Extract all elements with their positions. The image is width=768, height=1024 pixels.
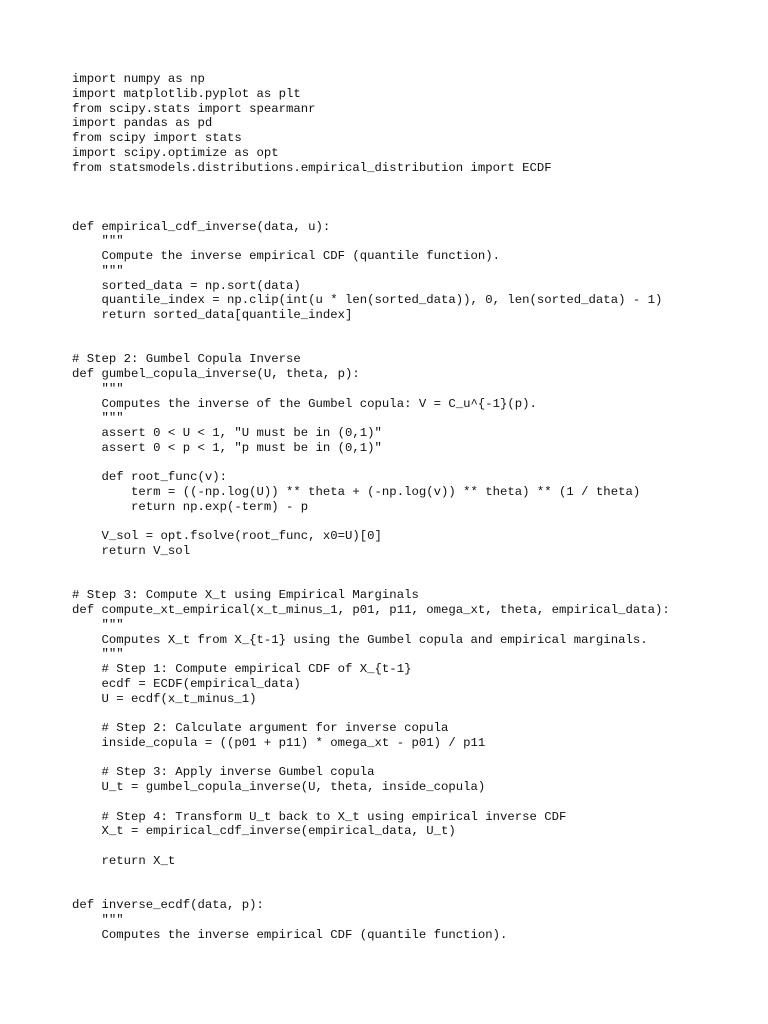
code-line: Computes X_t from X_{t-1} using the Gumbel copula and empirical marginals.: [72, 632, 648, 647]
code-line: Computes the inverse of the Gumbel copula: V = C_u^{-1}(p).: [72, 396, 537, 411]
code-line: """: [72, 381, 124, 396]
code-line: """: [72, 234, 124, 249]
code-line: [72, 456, 670, 471]
code-line: [72, 751, 670, 766]
code-line: import pandas as pd: [72, 116, 213, 131]
code-line: from scipy import stats: [72, 131, 242, 145]
code-line: """: [72, 263, 124, 278]
code-line: Computes the inverse empirical CDF (quantile function).: [72, 927, 508, 942]
code-line: [72, 795, 670, 810]
code-line: def gumbel_copula_inverse(U, theta, p):: [72, 367, 360, 381]
code-line: def root_func(v):: [72, 470, 227, 485]
code-line: # Step 1: Compute empirical CDF of X_{t-1}: [72, 662, 412, 676]
code-line: import matplotlib.pyplot as plt: [72, 86, 301, 101]
code-line: # Step 3: Compute X_t using Empirical Marginals: [72, 588, 419, 603]
code-line: return X_t: [72, 853, 176, 868]
code-line: assert 0 < p < 1, "p must be in (0,1)": [72, 440, 382, 455]
code-line: """: [72, 411, 124, 426]
code-line: inside_copula = ((p01 + p11) * omega_xt - p01) / p11: [72, 735, 486, 750]
code-line: [72, 323, 670, 338]
code-line: assert 0 < U < 1, "U must be in (0,1)": [72, 426, 382, 440]
code-line: def compute_xt_empirical(x_t_minus_1, p01, p11, omega_xt, theta, empirical_data):: [72, 603, 670, 617]
code-line: [72, 869, 670, 884]
code-line: from statsmodels.distributions.empirical_distribution import ECDF: [72, 160, 552, 175]
code-line: [72, 190, 670, 205]
code-line: # Step 2: Calculate argument for inverse copula: [72, 721, 449, 735]
code-line: [72, 559, 670, 574]
code-line: U_t = gumbel_copula_inverse(U, theta, inside_copula): [72, 780, 486, 794]
code-block: [72, 72, 670, 942]
code-line: X_t = empirical_cdf_inverse(empirical_data, U_t): [72, 824, 456, 839]
code-line: import scipy.optimize as opt: [72, 145, 279, 160]
code-line: ecdf = ECDF(empirical_data): [72, 676, 301, 691]
code-line: # Step 2: Gumbel Copula Inverse: [72, 352, 301, 367]
code-line: [72, 839, 670, 854]
code-line: sorted_data = np.sort(data): [72, 278, 301, 293]
code-line: def empirical_cdf_inverse(data, u):: [72, 219, 331, 234]
code-line: V_sol = opt.fsolve(root_func, x0=U)[0]: [72, 529, 382, 544]
code-line: U = ecdf(x_t_minus_1): [72, 691, 257, 706]
code-line: def inverse_ecdf(data, p):: [72, 898, 264, 912]
code-line: [72, 706, 670, 721]
code-line: """: [72, 647, 124, 662]
code-line: """: [72, 912, 124, 927]
code-line: Compute the inverse empirical CDF (quantile function).: [72, 249, 501, 263]
code-line: [72, 338, 670, 353]
code-line: term = ((-np.log(U)) ** theta + (-np.log(v)) ** theta) ** (1 / theta): [72, 485, 641, 499]
code-line: [72, 175, 670, 190]
code-line: [72, 205, 670, 220]
code-line: [72, 883, 670, 898]
code-line: # Step 3: Apply inverse Gumbel copula: [72, 765, 375, 780]
code-line: [72, 574, 670, 589]
code-line: return V_sol: [72, 544, 191, 558]
code-line: # Step 4: Transform U_t back to X_t using empirical inverse CDF: [72, 809, 567, 824]
code-line: import numpy as np: [72, 72, 205, 86]
code-line: return np.exp(-term) - p: [72, 499, 309, 514]
code-line: from scipy.stats import spearmanr: [72, 101, 316, 116]
code-line: quantile_index = np.clip(int(u * len(sorted_data)), 0, len(sorted_data) - 1): [72, 293, 663, 308]
code-line: """: [72, 617, 124, 632]
code-line: return sorted_data[quantile_index]: [72, 308, 353, 322]
code-line: [72, 515, 670, 530]
